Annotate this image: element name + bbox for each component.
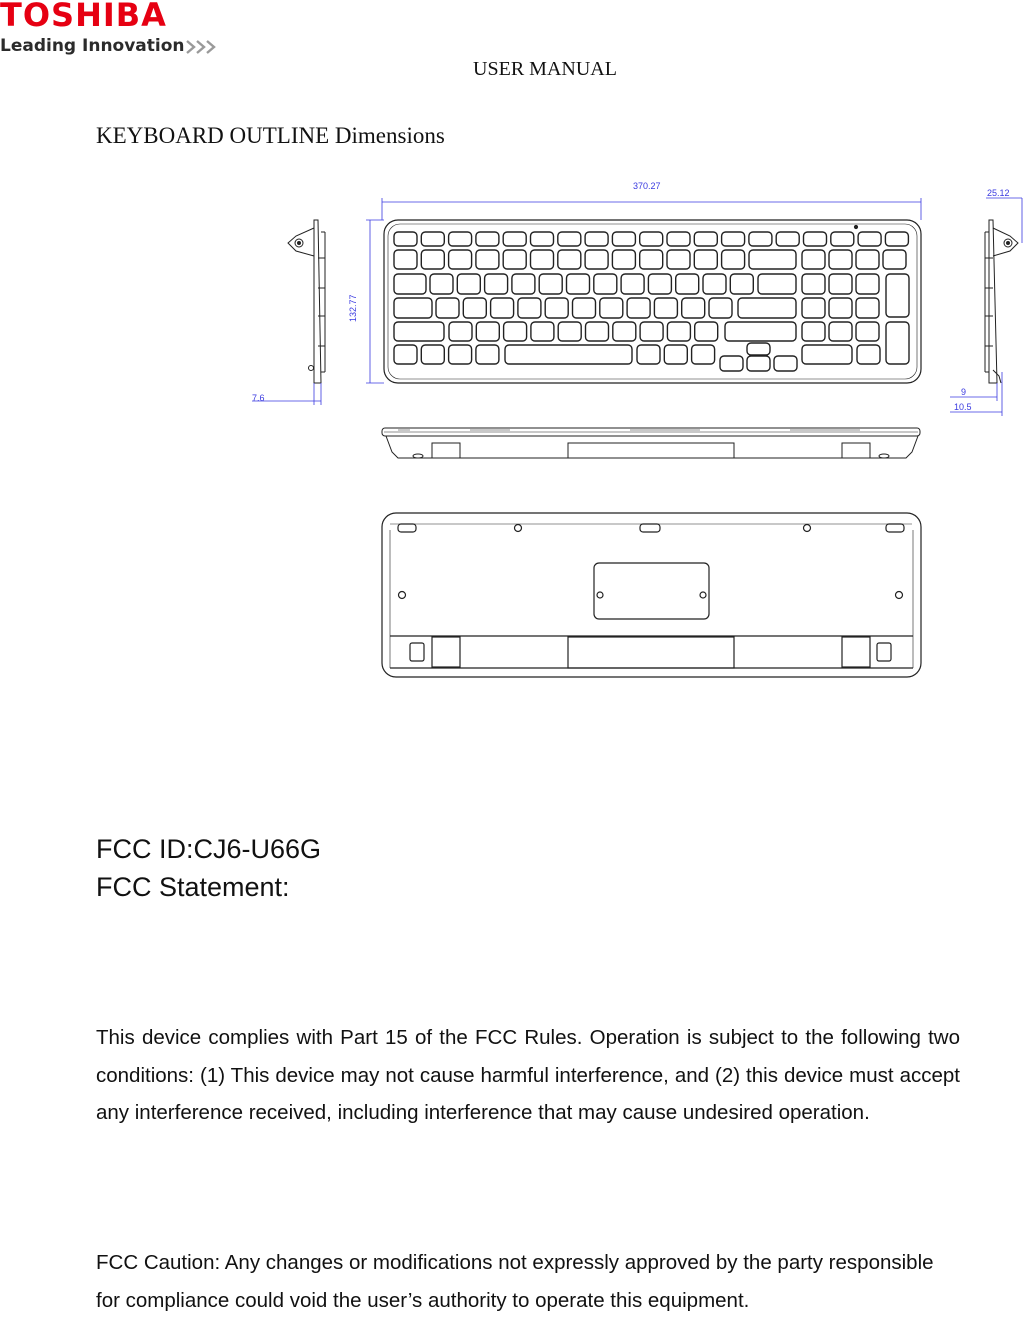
keyboard-key [394,232,417,246]
keyboard-key [695,322,718,341]
keyboard-key [476,345,499,364]
keyboard-key [627,298,650,318]
section-title: KEYBOARD OUTLINE Dimensions [96,123,445,148]
keyboard-key [804,232,827,246]
keyboard-key [758,274,796,294]
keyboard-key [667,232,690,246]
keyboard-right-profile [985,220,1018,383]
keyboard-key [648,274,671,294]
dim-left-thickness-label: 7.6 [252,393,265,403]
keyboard-key [774,356,797,371]
keyboard-key [612,250,635,269]
keyboard-key [722,232,745,246]
keyboard-key [600,298,623,318]
keyboard-key [505,345,632,364]
keyboard-key [463,298,486,318]
dim-right-inner-label: 9 [961,387,967,397]
keyboard-key [612,232,635,246]
keyboard-key [883,250,906,269]
keyboard-key [886,274,909,317]
keyboard-key [730,274,753,294]
keyboard-key [856,250,879,269]
keyboard-key [449,345,472,364]
keyboard-key [531,250,554,269]
keyboard-key [430,274,453,294]
keyboard-left-profile [288,220,325,383]
keyboard-key [512,274,535,294]
keyboard-key [802,250,825,269]
keyboard-key [829,322,852,341]
keyboard-key [856,322,879,341]
keyboard-key [545,298,568,318]
fcc-statement-heading: FCC Statement: [96,872,290,902]
keyboard-key [856,274,879,294]
keyboard-key [421,345,444,364]
keyboard-key [637,345,660,364]
keyboard-key [703,274,726,294]
keyboard-key [802,298,825,318]
keyboard-key [858,232,881,246]
keyboard-key [613,322,636,341]
keyboard-key [457,274,480,294]
keyboard-key [885,232,908,246]
keyboard-key [709,298,732,318]
dim-height-label: 132.77 [348,294,358,322]
keyboard-key [667,322,690,341]
keyboard-key [518,298,541,318]
keyboard-key [856,298,879,318]
keyboard-key [585,250,608,269]
keyboard-key [504,322,527,341]
keyboard-key [749,250,796,269]
keyboard-key [694,250,717,269]
keyboard-key [394,322,444,341]
header-title: USER MANUAL [473,58,617,80]
keyboard-key [640,232,663,246]
keyboard-key [491,298,514,318]
dim-width-label: 370.27 [633,181,661,191]
keyboard-key [394,250,417,269]
keyboard-key [676,274,699,294]
keyboard-key [802,274,825,294]
keyboard-key [476,250,499,269]
keyboard-key [449,250,472,269]
keyboard-key [394,274,426,294]
keyboard-key [640,322,663,341]
fcc-id: FCC ID:CJ6-U66G [96,834,322,864]
keyboard-key [503,232,526,246]
keyboard-key [664,345,687,364]
keyboard-top-view [384,220,921,383]
keyboard-key [394,345,417,364]
keyboard-key [725,322,796,341]
keyboard-key [531,322,554,341]
keyboard-key [692,345,715,364]
logo-tagline: Leading Innovation [0,36,185,56]
keyboard-key [558,250,581,269]
keyboard-key [585,232,608,246]
fcc-statement-text: This device complies with Part 15 of the FCC Rules. Operation is subject to the following two conditions: (1) This device may not cause harmful interference, and (2) this device must accept any interference received, including interference that may cause undesired operation. [96,1026,960,1124]
keyboard-key [531,232,554,246]
keyboard-key [667,250,690,269]
keyboard-key [802,345,852,364]
keyboard-key [394,298,432,318]
keyboard-key [485,274,508,294]
keyboard-bottom-view [382,513,921,677]
keyboard-key [476,232,499,246]
keyboard-key [654,298,677,318]
keyboard-key [449,232,472,246]
keyboard-key [594,274,617,294]
keyboard-key [886,322,909,364]
keyboard-key [558,322,581,341]
keyboard-key [747,356,770,371]
keyboard-key [449,322,472,341]
keyboard-key [694,232,717,246]
keyboard-key [776,232,799,246]
dim-right-top-label: 25.12 [987,188,1010,198]
keyboard-key [539,274,562,294]
keyboard-key [421,232,444,246]
keyboard-key [831,232,854,246]
keyboard-key [436,298,459,318]
keyboard-key [749,232,772,246]
keyboard-key [621,274,644,294]
keyboard-key [720,356,743,371]
keyboard-key [722,250,745,269]
keyboard-key [586,322,609,341]
keyboard-key [829,250,852,269]
keyboard-key [476,322,499,341]
fcc-caution-text: FCC Caution: Any changes or modifications not expressly approved by the party responsible for compliance could void the user’s authority to operate this equipment. [96,1251,934,1312]
keyboard-key [573,298,596,318]
keyboard-key [421,250,444,269]
keyboard-key [567,274,590,294]
keyboard-key [802,322,825,341]
logo-brand: TOSHIBA [0,0,167,34]
keyboard-key [829,298,852,318]
keyboard-key [558,232,581,246]
keyboard-key [640,250,663,269]
dim-right-outer-label: 10.5 [954,402,972,412]
keyboard-key [857,345,880,364]
keyboard-key [738,298,796,318]
keyboard-edge-view [382,428,920,458]
keyboard-key [829,274,852,294]
keyboard-key [682,298,705,318]
keyboard-key [503,250,526,269]
keyboard-key [747,343,770,355]
